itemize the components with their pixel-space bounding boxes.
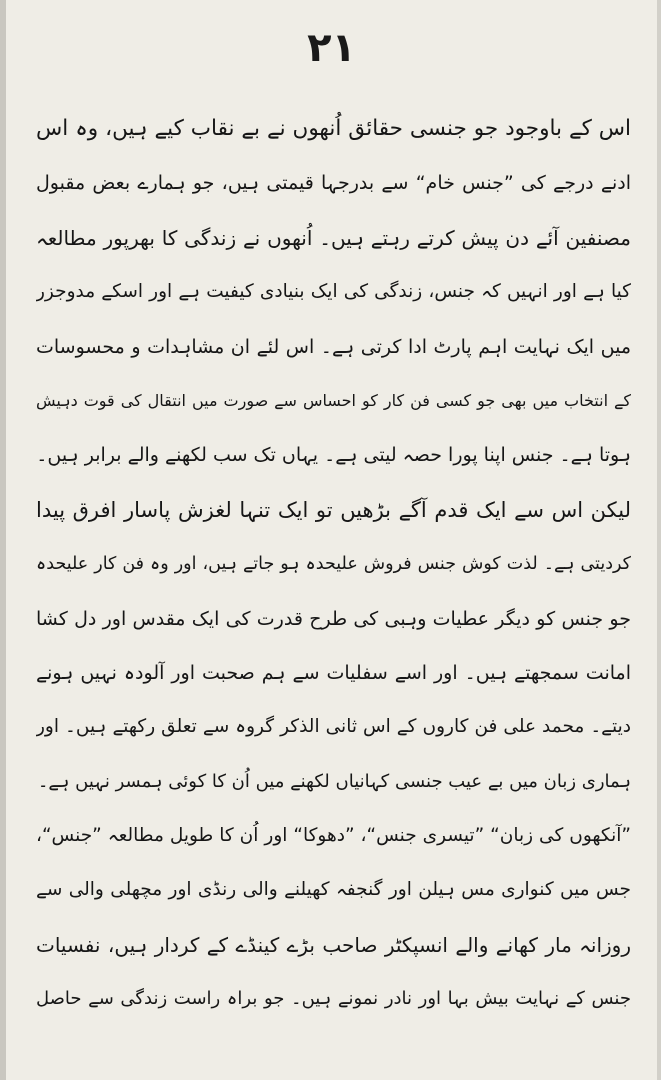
text-line: جنس کے نہایت بیش بہا اور نادر نمونے ہیں۔ جو براہ راست زندگی سے حاصل bbox=[36, 988, 631, 1010]
text-line: کردیتی ہے۔ لذت کوش جنس فروش علیحدہ ہو جاتے ہیں، اور وہ فن کار علیحدہ bbox=[36, 554, 631, 575]
text-line: ہوتا ہے۔ جنس اپنا پورا حصہ لیتی ہے۔ یہاں تک سب لکھنے والے برابر ہیں۔ bbox=[36, 444, 631, 467]
text-line: لیکن اس سے ایک قدم آگے بڑھیں تو ایک تنہا لغزش پاسار افرق پیدا bbox=[36, 497, 631, 522]
text-line: اس کے باوجود جو جنسی حقائق اُنھوں نے بے نقاب کیے ہیں، وہ اس bbox=[36, 116, 631, 141]
page-body-text bbox=[36, 102, 631, 1027]
text-line: جو جنس کو دیگر عطیات وہبی کی طرح قدرت کی ایک مقدس اور دل کشا bbox=[36, 607, 631, 630]
text-line: جس میں کنواری مس ہیلن اور گنجفہ کھیلنے والی رنڈی اور مچھلی والی سے bbox=[36, 879, 631, 901]
text-line: کے انتخاب میں بھی جو کسی فن کار کو احساس سے صورت میں انتقال کی قوت دہیش bbox=[36, 390, 631, 410]
text-line: روزانہ مار کھانے والے انسپکٹر صاحب بڑے کینڈے کے کردار ہیں، نفسیات bbox=[36, 932, 631, 957]
text-line: میں ایک نہایت اہم پارٹ ادا کرتی ہے۔ اس لئے ان مشاہدات و محسوسات bbox=[36, 335, 631, 358]
text-line: مصنفین آئے دن پیش کرتے رہتے ہیں۔ اُنھوں نے زندگی کا بھرپور مطالعہ bbox=[36, 225, 631, 250]
text-line: امانت سمجھتے ہیں۔ اور اسے سفلیات سے ہم صحبت اور آلودہ نہیں ہونے bbox=[36, 661, 631, 684]
page-number: ۲۱ bbox=[307, 25, 356, 71]
text-line: ہماری زبان میں بے عیب جنسی کہانیاں لکھنے میں اُن کا کوئی ہمسر نہیں ہے۔ bbox=[37, 770, 631, 792]
text-line: ادنے درجے کی ”جنس خام“ سے بدرجہا قیمتی ہیں، جو ہمارے بعض مقبول bbox=[36, 172, 631, 195]
text-line: دیتے۔ محمد علی فن کاروں کے اس ثانی الذکر گروہ سے تعلق رکھتے ہیں۔ اور bbox=[36, 716, 631, 738]
text-line: ”آنکھوں کی زبان“ ”تیسری جنس“، ”دھوکا“ اور اُن کا طویل مطالعہ ”جنس“، bbox=[36, 825, 631, 847]
text-line: کیا ہے اور انہیں کہ جنس، زندگی کی ایک بنیادی کیفیت ہے اور اسکے مدوجزر bbox=[36, 281, 631, 303]
